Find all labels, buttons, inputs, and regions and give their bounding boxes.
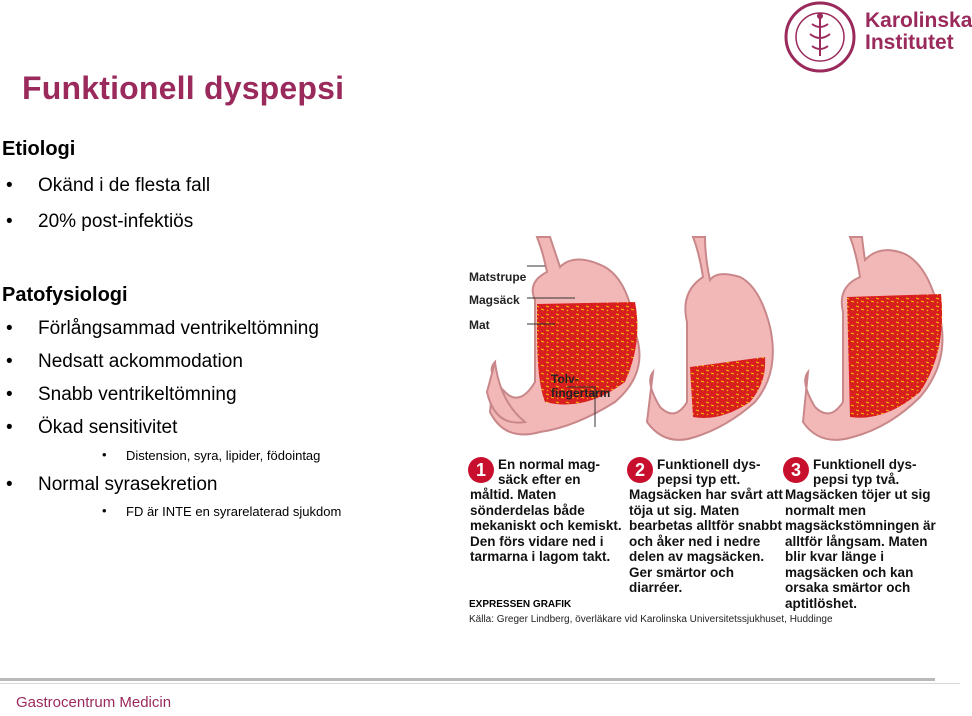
caption-head: En normal mag-säck efter en: [498, 457, 601, 487]
figure-source: Källa: Greger Lindberg, överläkare vid Karolinska Universitetssjukhuset, Huddinge: [469, 614, 833, 625]
label-mat: Mat: [469, 318, 490, 332]
stomach-normal: [487, 237, 640, 435]
karolinska-logo: [780, 0, 972, 74]
heading-patofysiologi: Patofysiologi: [2, 284, 128, 306]
figure-brand: EXPRESSEN GRAFIK: [469, 599, 572, 610]
ki-seal-icon: [780, 0, 860, 74]
label-matstrupe: Matstrupe: [469, 270, 527, 284]
stomach-illustration: [465, 232, 960, 632]
footer-divider-thin: [0, 683, 960, 684]
logo-text: Karolinska Institutet: [865, 9, 972, 54]
caption-head: Funktionell dys-pepsi typ ett.: [657, 457, 761, 487]
badge-1: 1: [468, 457, 494, 483]
footer-divider: [0, 678, 935, 681]
caption-head: Funktionell dys-pepsi typ två.: [813, 457, 917, 487]
heading-etiologi: Etiologi: [2, 138, 76, 160]
stomach-type-one: [647, 237, 773, 440]
label-magsack: Magsäck: [469, 293, 520, 307]
slide-title: Funktionell dyspepsi: [22, 70, 345, 106]
caption-body: måltid. Maten sönderdelas både mekaniskt och kemiskt. Den förs vidare ned i tarmarna i lagom takt.: [470, 487, 622, 564]
caption-body: Magsäcken har svårt att töja ut sig. Maten bearbetas alltför snabbt och åker ned i nedre delen av magsäcken. Ger smärtor och diarréer.: [629, 487, 783, 595]
badge-2: 2: [627, 457, 653, 483]
label-tolvfingertarm: Tolv- fingertarm: [551, 372, 611, 400]
badge-3: 3: [783, 457, 809, 483]
stomach-diagram: [465, 232, 960, 452]
stomach-type-two: [803, 237, 943, 440]
caption-body: Magsäcken töjer ut sig normalt men magsäckstömningen är alltför långsam. Maten blir kvar länge i magsäcken och kan orsaka smärtor och aptitlöshet.: [785, 487, 936, 611]
footer-text: Gastrocentrum Medicin: [16, 694, 172, 711]
